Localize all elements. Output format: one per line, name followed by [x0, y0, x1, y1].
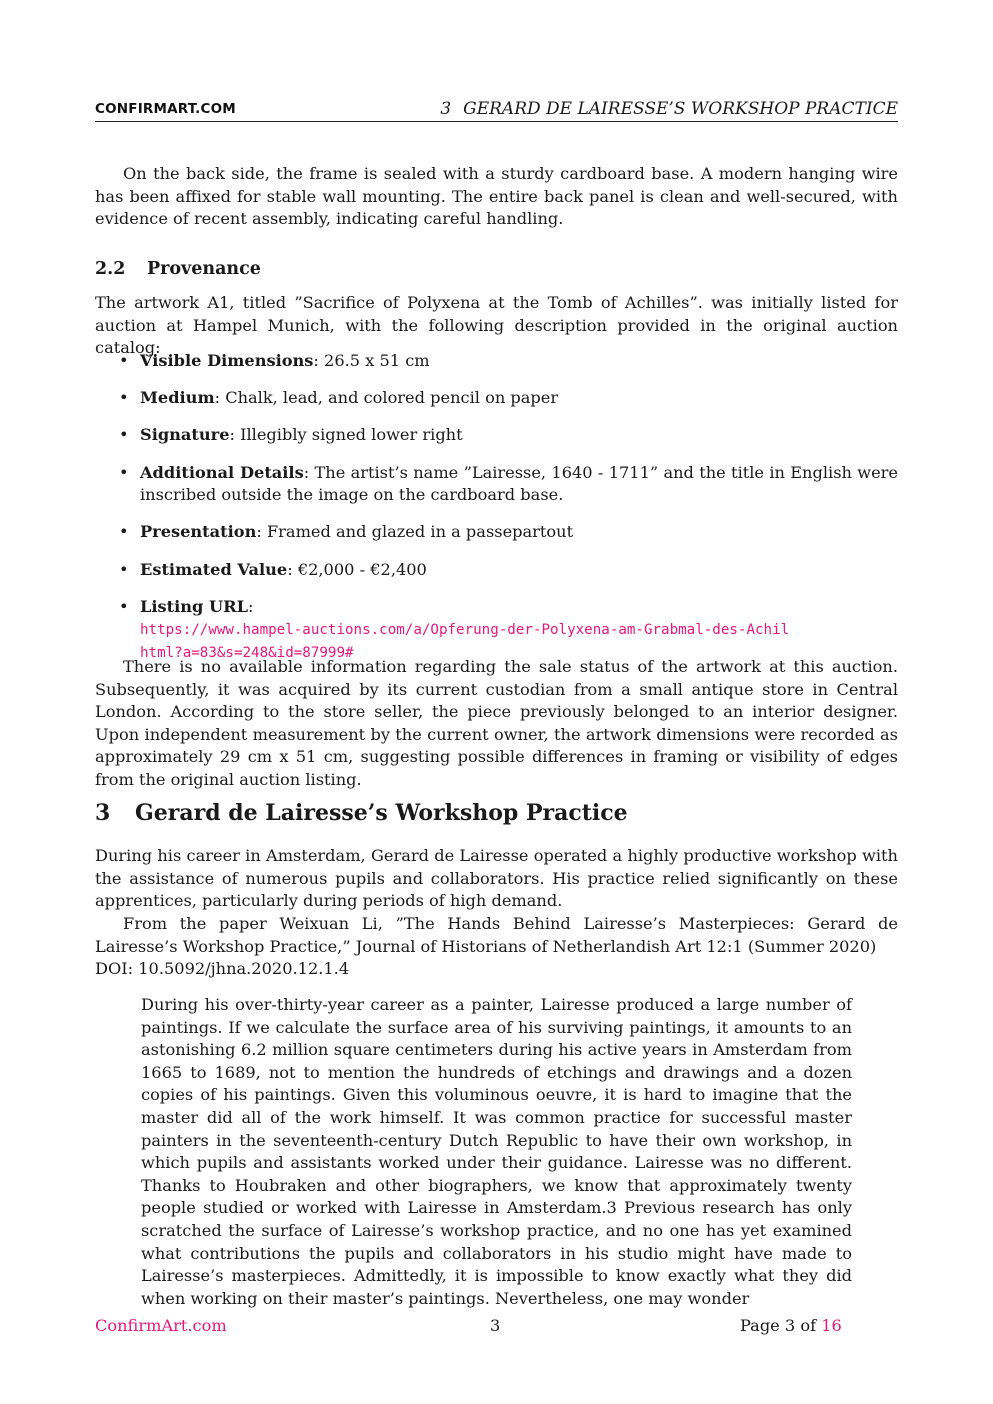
running-head-title: GERARD DE LAIRESSE’S WORKSHOP PRACTICE	[463, 99, 898, 119]
list-item	[95, 387, 898, 410]
item-text: : €2,000 - €2,400	[287, 559, 427, 579]
item-text: : Chalk, lead, and colored pencil on paper	[214, 388, 559, 408]
item-text: : Illegibly signed lower right	[229, 425, 463, 445]
item-label: Presentation	[140, 522, 257, 542]
section-number: 2.2	[95, 259, 126, 279]
section-heading-provenance	[95, 258, 261, 280]
paragraph-sale-status: There is no available information regarding the sale status of the artwork at this auction. Subsequently, it was acquired by its current custodian from a small antique store in Central London. According to the store seller, the piece previously belonged to an interior designer. Upon independent measurement by the current owner, the artwork dimensions were recorded as approximately 29 cm x 51 cm, suggesting possible differences in framing or visibility of edges from the original auction listing.	[95, 657, 898, 789]
page-prefix: Page 3 of	[740, 1316, 822, 1335]
running-head	[440, 99, 898, 119]
page-header	[95, 99, 898, 122]
item-text: : 26.5 x 51 cm	[313, 351, 430, 370]
list-item-listing-url	[95, 596, 898, 665]
item-text: : The artist’s name ”Lairesse, 1640 - 1711” and the title in English were inscribed outside the image on the cardboard base.	[140, 462, 898, 505]
section-title: Provenance	[147, 259, 261, 279]
paragraph-paper-citation: From the paper Weixuan Li, ”The Hands Behind Lairesse’s Masterpieces: Gerard de Lairesse’s Workshop Practice,” Journal of Historians of Netherlandish Art 12:1 (Summer 2020)	[95, 914, 898, 956]
item-label: Estimated Value	[140, 559, 288, 579]
footer-page-count	[740, 1316, 842, 1335]
listing-url-link[interactable]: https://www.hampel-auctions.com/a/Opferung-der-Polyxena-am-Grabmal-des-Achil	[140, 622, 790, 639]
auction-details-list	[95, 350, 898, 679]
listing-url-link-continued[interactable]: html?a=83&s=248&id=87999#	[140, 644, 354, 661]
section-title: Gerard de Lairesse’s Workshop Practice	[135, 800, 628, 826]
item-label: Listing URL	[140, 596, 248, 616]
item-label: Signature	[140, 425, 230, 445]
item-label: Medium	[140, 388, 215, 408]
item-label: Visible Dimensions	[140, 351, 314, 370]
section-heading-workshop	[95, 799, 628, 827]
paragraph-workshop-intro: During his career in Amsterdam, Gerard de Lairesse operated a highly productive workshop with the assistance of numerous pupils and collaborators. His practice relied significantly on these apprentices, particularly during periods of high demand.	[95, 846, 898, 911]
list-item	[95, 462, 898, 507]
provenance-intro: The artwork A1, titled ”Sacrifice of Polyxena at the Tomb of Achilles”. was initially listed for auction at Hampel Munich, with the following description provided in the original auction catalog:	[95, 293, 898, 358]
page-total-link[interactable]: 16	[821, 1316, 842, 1335]
block-quote: During his over-thirty-year career as a painter, Lairesse produced a large number of paintings. If we calculate the surface area of his surviving paintings, it amounts to an astonishing 6.2 million square centimeters during his active years in Amsterdam from 1665 to 1689, not to mention the hundreds of etchings and drawings and a dozen copies of his paintings. Given this voluminous oeuvre, it is hard to imagine that the master did all of the work himself. It was common practice for successful master painters in the seventeenth-century Dutch Republic to have their own workshop, in which pupils and assistants worked under their guidance. Lairesse was no different. Thanks to Houbraken and other biographers, we know that approximately twenty people studied or worked with Lairesse in Amsterdam.3 Previous research has only scratched the surface of Lairesse’s workshop practice, and no one has yet examined what contributions the pupils and collaborators in his studio might have made to Lairesse’s masterpieces. Admittedly, it is impossible to know exactly what they did when working on their master’s paintings. Nevertheless, one may wonder	[141, 995, 852, 1308]
section-number: 3	[95, 800, 111, 826]
confirmart-logo: CONFIRMART.COM	[95, 101, 236, 117]
footer-page-number: 3	[490, 1316, 501, 1335]
footer-site-link[interactable]: ConfirmArt.com	[95, 1316, 227, 1335]
item-text: : Framed and glazed in a passepartout	[256, 522, 574, 542]
item-label: Additional Details	[140, 462, 304, 482]
doi-line: DOI: 10.5092/jhna.2020.12.1.4	[95, 959, 350, 978]
list-item	[95, 424, 898, 447]
list-item	[95, 559, 898, 582]
list-item	[95, 521, 898, 544]
item-separator: :	[247, 596, 254, 616]
list-item	[95, 350, 898, 373]
paragraph-back-side: On the back side, the frame is sealed with a sturdy cardboard base. A modern hanging wire has been affixed for stable wall mounting. The entire back panel is clean and well-secured, with evidence of recent assembly, indicating careful handling.	[95, 164, 898, 229]
running-head-number: 3	[440, 99, 452, 119]
